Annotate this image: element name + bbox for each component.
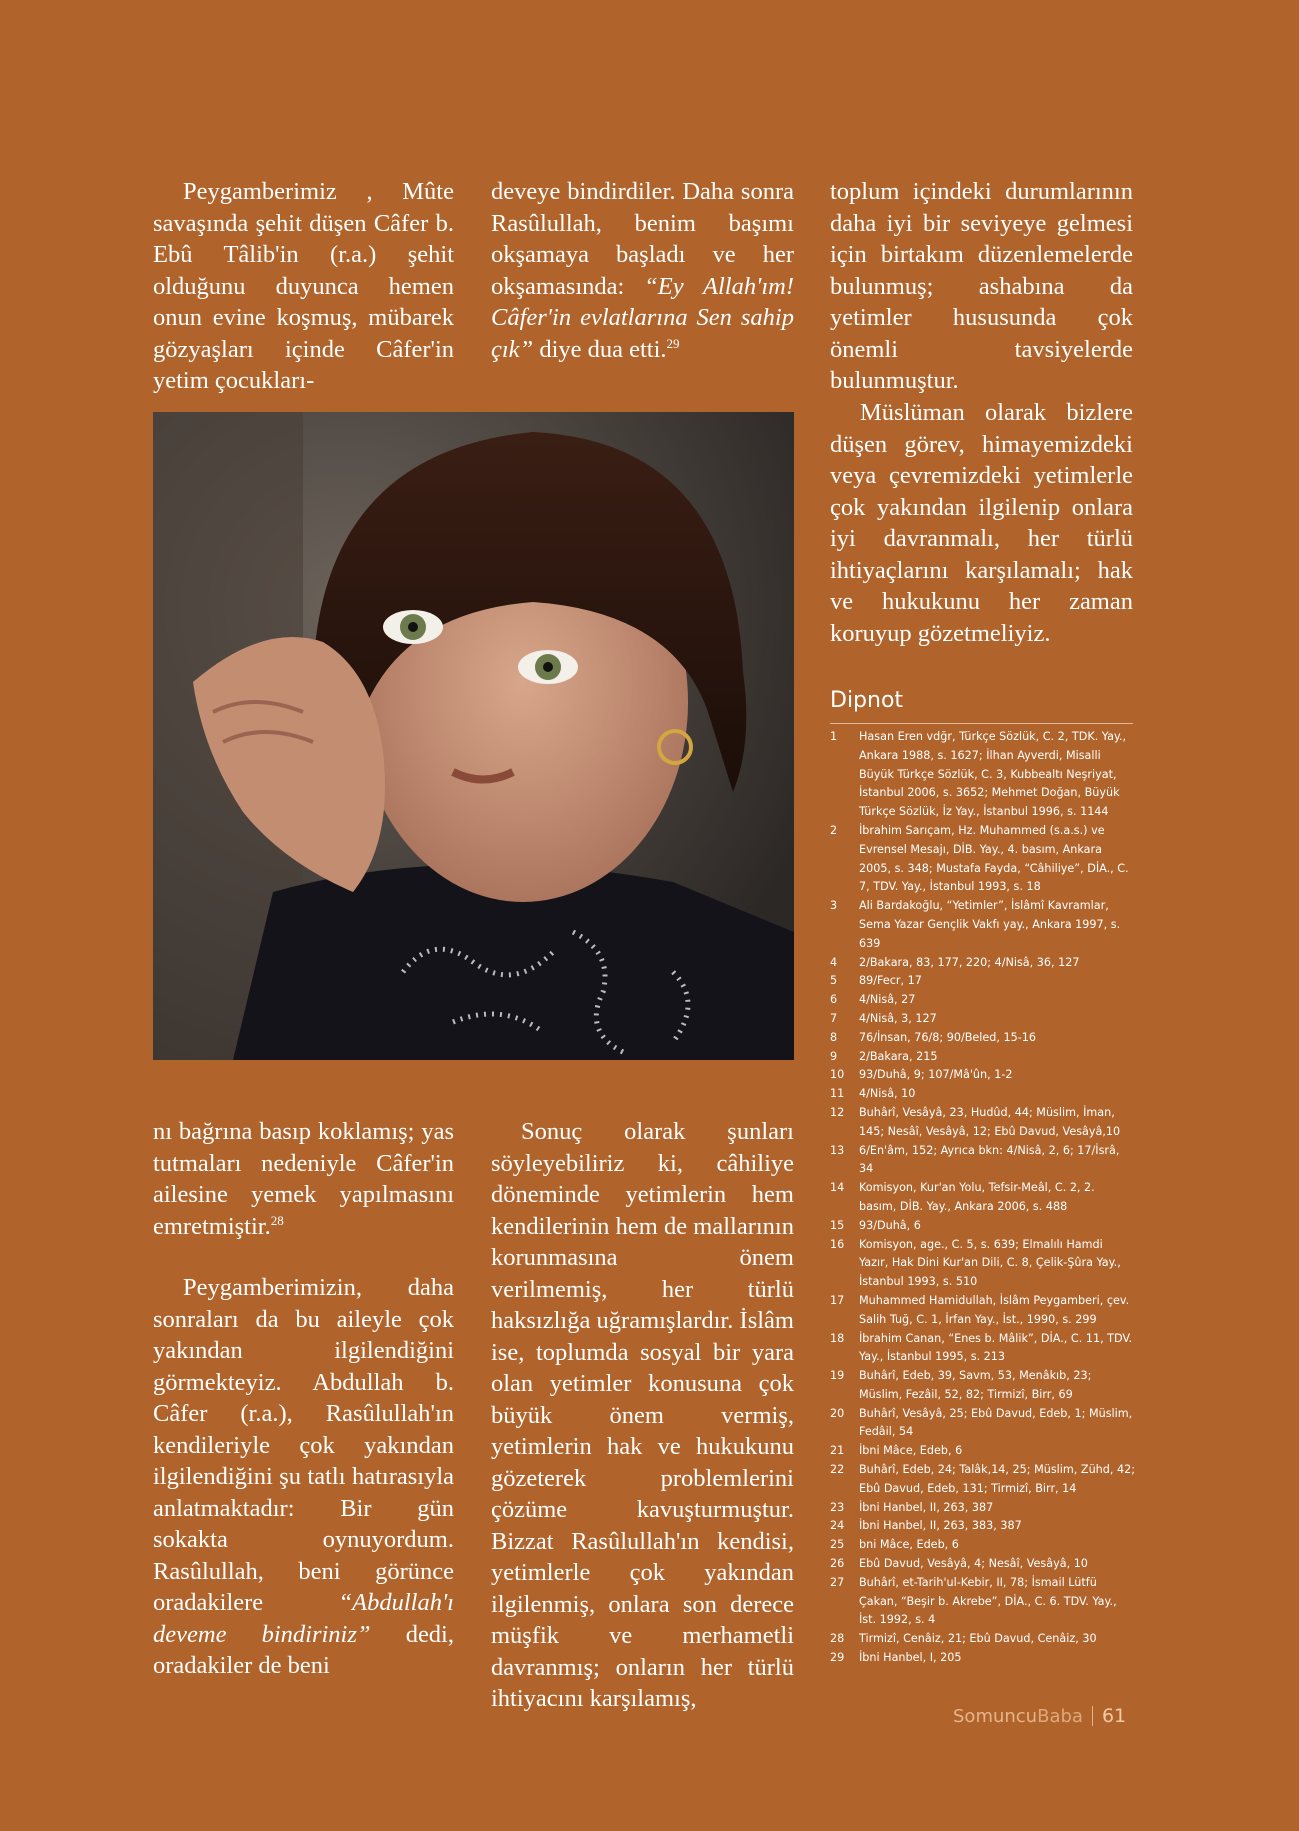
footnote-item	[830, 1555, 1135, 1574]
footnote-number: 12	[830, 1105, 845, 1119]
footnote-item	[830, 822, 1135, 897]
column-3-mid-text	[830, 397, 1133, 649]
page-number: 61	[1101, 1705, 1127, 1727]
footnote-item	[830, 1499, 1135, 1518]
footnote-item	[830, 1574, 1135, 1630]
footnote-number: 25	[830, 1538, 845, 1552]
text-run: diye dua etti.	[533, 335, 667, 363]
footnote-item	[830, 1236, 1135, 1292]
footnote-text: Ali Bardakoğlu, “Yetimler”, İslâmî Kavramlar, Sema Yazar Gençlik Vakfı yay., Ankara 1997, s. 639	[859, 899, 1121, 950]
footnote-item	[830, 1649, 1135, 1668]
footnote-text: İbrahim Canan, “Enes b. Mâlik”, DİA., C. 11, TDV. Yay., İstanbul 1995, s. 213	[859, 1331, 1133, 1364]
column-3-top-text	[830, 176, 1133, 397]
footnote-number: 4	[830, 955, 838, 969]
footnote-item	[830, 1442, 1135, 1461]
footnote-number: 21	[830, 1444, 845, 1458]
footnote-text: Tirmizî, Cenâiz, 21; Ebû Davud, Cenâiz, 30	[859, 1632, 1097, 1646]
footnote-text: Buhârî, Vesâyâ, 25; Ebû Davud, Edeb, 1; Müslim, Fedâil, 54	[859, 1406, 1133, 1439]
footnote-text: İbni Hanbel, II, 263, 383, 387	[859, 1519, 1022, 1533]
footnote-text: İbni Hanbel, I, 205	[859, 1651, 962, 1665]
footnotes-divider	[830, 723, 1133, 724]
footnote-number: 20	[830, 1406, 845, 1420]
brand-name	[953, 1706, 1083, 1727]
brand-separator	[1092, 1706, 1093, 1726]
paragraph	[153, 1272, 454, 1682]
footnote-number: 10	[830, 1068, 845, 1082]
footnote-item	[830, 1367, 1135, 1405]
footnote-item	[830, 1010, 1135, 1029]
footnote-number: 11	[830, 1087, 845, 1101]
footnote-number: 3	[830, 899, 838, 913]
footnote-item	[830, 1085, 1135, 1104]
footnote-text: 2/Bakara, 83, 177, 220; 4/Nisâ, 36, 127	[859, 955, 1080, 969]
column-1-second-paragraph	[153, 1272, 454, 1682]
footnote-text: 4/Nisâ, 3, 127	[859, 1011, 937, 1025]
footnote-number: 9	[830, 1049, 838, 1063]
footnote-number: 27	[830, 1575, 845, 1589]
footnote-item	[830, 1179, 1135, 1217]
footnote-item	[830, 1330, 1135, 1368]
footnote-text: 6/En'âm, 152; Ayrıca bkn: 4/Nisâ, 2, 6; 17/İsrâ, 34	[859, 1143, 1120, 1176]
quote-italic: “Abdullah'ı deveme bindiriniz”	[153, 1589, 454, 1648]
footnote-text: Buhârî, et-Tarih'ul-Kebir, II, 78; İsmail Lütfü Çakan, “Beşir b. Akrebe”, DİA., C. 6. TDV. Yay., İst. 1992, s. 4	[859, 1575, 1117, 1627]
footnote-number: 14	[830, 1181, 845, 1195]
column-1-top-text	[153, 176, 454, 397]
footnote-text: Komisyon, age., C. 5, s. 639; Elmalılı Hamdi Yazır, Hak Dini Kur'an Dili, C. 8, Çelik-Şûra Yay., İstanbul 1993, s. 510	[859, 1237, 1121, 1289]
footnote-item	[830, 897, 1135, 953]
footnote-number: 6	[830, 993, 838, 1007]
footnote-text: 93/Duhâ, 6	[859, 1218, 921, 1232]
footnote-number: 18	[830, 1331, 845, 1345]
footnotes-heading: Dipnot	[830, 688, 904, 713]
text-run: Peygamberimizin, daha sonraları da bu aileyle çok yakından ilgilendiğini görmekteyiz. Abdullah b. Câfer (r.a.), Rasûlullah'ın kendileriyle çok yakından ilgilendiğini şu tatlı hatırasıyla anlatmaktadır: Bir gün sokakta oynuyordum. Rasûlullah, beni görünce oradakilere	[153, 1274, 454, 1616]
footnote-item	[830, 1066, 1135, 1085]
footnote-ref: 28	[270, 1212, 284, 1228]
footnote-item	[830, 1405, 1135, 1443]
footnote-number: 15	[830, 1218, 845, 1232]
footnote-number: 7	[830, 1011, 838, 1025]
footnote-text: İbrahim Sarıçam, Hz. Muhammed (s.a.s.) ve Evrensel Mesajı, DİB. Yay., 4. basım, Ankara 2005, s. 348; Mustafa Fayda, “Câhiliye”, DİA., C. 7, TDV. Yay., İstanbul 1993, s. 18	[859, 823, 1129, 894]
footnote-item	[830, 1536, 1135, 1555]
portrait-image	[153, 412, 794, 1060]
footnote-number: 8	[830, 1030, 838, 1044]
paragraph: Sonuç olarak şunları söyleyebiliriz ki, câhiliye döneminde yetimlerin hem kendilerinin hem de mallarının korunmasına önem verilmemiş, her türlü haksızlığa uğramışlardır. İslâm ise, toplumda sosyal bir yara olan yetimler konusuna çok büyük önem vermiş, yetimlerin hak ve hukukunu gözeterek problemlerini çözüme kavuşturmuştur. Bizzat Rasûlullah'ın kendisi, yetimlerle çok yakından ilgilenmiş, onlara son derece müşfik ve merhametli davranmış; onların her türlü ihtiyacını karşılamış,	[491, 1118, 794, 1712]
footnote-item	[830, 728, 1135, 822]
footnote-text: 4/Nisâ, 10	[859, 1087, 916, 1101]
paragraph: toplum içindeki durumlarının daha iyi bir seviyeye gelmesi için birtakım düzenlemelerde bulunmuş; ashabına da yetimler hususunda çok önemli tavsiyelerde bulunmuştur.	[830, 178, 1133, 394]
brand-name-part: Somuncu	[953, 1705, 1038, 1727]
footnote-text: Buhârî, Edeb, 24; Talâk,14, 25; Müslim, Zühd, 42; Ebû Davud, Edeb, 131; Tirmizî, Birr, 14	[859, 1463, 1135, 1495]
footnote-number: 28	[830, 1632, 845, 1646]
paragraph: Müslüman olarak bizlere düşen görev, himayemizdeki veya çevremizdeki yetimlerle çok yakından ilgilenip onlara iyi davranmalı, her türlü ihtiyaçlarını karşılamalı; hak ve hukukunu her zaman koruyup gözetmeliyiz.	[830, 399, 1133, 647]
footnote-text: Komisyon, Kur'an Yolu, Tefsir-Meâl, C. 2, 2. basım, DİB. Yay., Ankara 2006, s. 488	[859, 1181, 1095, 1213]
brand-name-part: Baba	[1037, 1705, 1083, 1727]
magazine-brand-footer	[953, 1705, 1126, 1727]
footnote-ref: 29	[666, 335, 680, 351]
footnote-text: Buhârî, Vesâyâ, 23, Hudûd, 44; Müslim, İman, 145; Nesâî, Vesâyâ, 12; Ebû Davud, Vesâyâ,10	[859, 1105, 1121, 1138]
footnote-number: 17	[830, 1293, 845, 1307]
footnote-number: 24	[830, 1519, 845, 1533]
paragraph	[491, 176, 794, 365]
footnote-item	[830, 1461, 1135, 1499]
footnote-item	[830, 1048, 1135, 1067]
footnote-text: bni Mâce, Edeb, 6	[859, 1538, 959, 1552]
footnote-number: 29	[830, 1651, 845, 1665]
footnote-item	[830, 1104, 1135, 1142]
paragraph: Peygamberimiz , Mûte savaşında şehit düşen Câfer b. Ebû Tâlib'in (r.a.) şehit olduğunu duyunca hemen onun evine koşmuş, mübarek gözyaşları içinde Câfer'in yetim çocukları-	[153, 178, 454, 394]
footnotes-list	[830, 728, 1135, 1668]
footnote-text: İbni Mâce, Edeb, 6	[859, 1444, 963, 1458]
footnote-item	[830, 1292, 1135, 1330]
footnote-number: 2	[830, 823, 838, 837]
column-2-bottom-text	[491, 1116, 794, 1715]
footnote-item	[830, 1217, 1135, 1236]
text-run: dedi, oradakiler de beni	[153, 1620, 454, 1679]
footnote-text: 76/İnsan, 76/8; 90/Beled, 15-16	[859, 1030, 1037, 1044]
footnote-text: 93/Duhâ, 9; 107/Mâ'ûn, 1-2	[859, 1068, 1013, 1082]
footnote-number: 23	[830, 1500, 845, 1514]
footnote-item	[830, 1517, 1135, 1536]
footnote-number: 22	[830, 1463, 845, 1477]
footnote-text: 89/Fecr, 17	[859, 974, 922, 988]
footnote-text: İbni Hanbel, II, 263, 387	[859, 1500, 994, 1514]
footnote-item	[830, 1630, 1135, 1649]
footnote-number: 19	[830, 1369, 845, 1383]
footnote-item	[830, 1142, 1135, 1180]
footnote-text: 4/Nisâ, 27	[859, 993, 916, 1007]
footnote-text: Muhammed Hamidullah, İslâm Peygamberi, çev. Salih Tuğ, C. 1, İrfan Yay., İst., 1990, s. 299	[859, 1293, 1130, 1326]
footnote-text: 2/Bakara, 215	[859, 1049, 938, 1063]
footnote-number: 16	[830, 1237, 845, 1251]
footnote-number: 13	[830, 1143, 845, 1157]
photo-girl-portrait	[153, 412, 794, 1060]
text-run: nı bağrına basıp koklamış; yas tutmaları nedeniyle Câfer'in ailesine yemek yapılmasını emretmiştir.	[153, 1118, 454, 1240]
footnote-item	[830, 972, 1135, 991]
text-run: deveye bindirdiler. Daha sonra Rasûlullah, benim başımı okşamaya başladı ve her okşamasında:	[491, 178, 794, 300]
footnote-text: Buhârî, Edeb, 39, Savm, 53, Menâkıb, 23; Müslim, Fezâil, 52, 82; Tirmizî, Birr, 69	[859, 1369, 1092, 1401]
footnote-text: Hasan Eren vdğr, Türkçe Sözlük, C. 2, TDK. Yay., Ankara 1988, s. 1627; İlhan Ayverdi, Misalli Büyük Türkçe Sözlük, C. 3, Kubbealtı Neşriyat, İstanbul 2006, s. 3652; Mehmet Doğan, Büyük Türkçe Sözlük, İz Yay., İstanbul 1996, s. 1144	[859, 730, 1127, 819]
column-1-bottom-text	[153, 1116, 454, 1242]
footnote-item	[830, 954, 1135, 973]
footnote-number: 1	[830, 730, 838, 743]
column-2-top-text	[491, 176, 794, 365]
footnote-number: 26	[830, 1557, 845, 1571]
footnote-item	[830, 991, 1135, 1010]
footnote-number: 5	[830, 974, 838, 988]
paragraph	[153, 1116, 454, 1242]
quote-italic: “Ey Allah'ım! Câfer'in evlatlarına Sen sahip çık”	[491, 272, 794, 363]
footnote-item	[830, 1029, 1135, 1048]
footnote-text: Ebû Davud, Vesâyâ, 4; Nesâî, Vesâyâ, 10	[859, 1557, 1088, 1571]
